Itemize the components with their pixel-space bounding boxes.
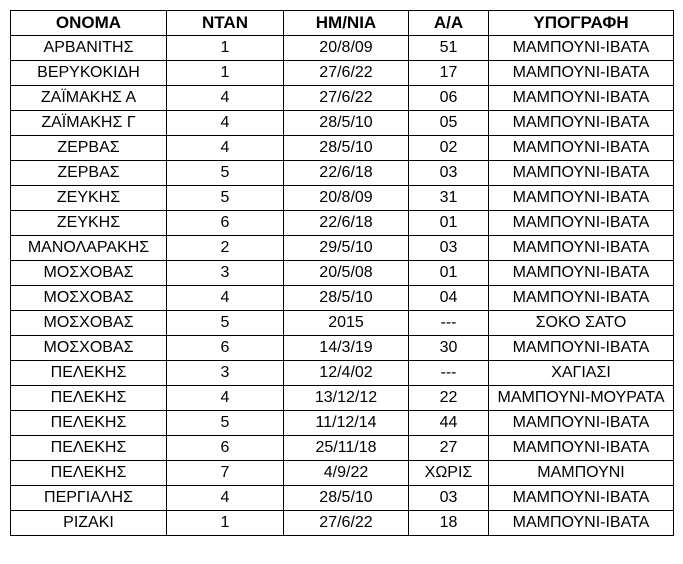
dan-cell: 4 [167, 386, 284, 411]
signature-cell: ΜΑΜΠΟΥΝΙ-ΙΒΑΤΑ [489, 486, 674, 511]
dan-cell: 3 [167, 261, 284, 286]
serial-cell: 03 [409, 236, 489, 261]
table-row [11, 211, 674, 236]
serial-cell: 51 [409, 36, 489, 61]
dan-cell: 7 [167, 461, 284, 486]
signature-cell: ΜΑΜΠΟΥΝΙ-ΙΒΑΤΑ [489, 286, 674, 311]
date-cell: 25/11/18 [284, 436, 409, 461]
signature-cell: ΜΑΜΠΟΥΝΙ-ΙΒΑΤΑ [489, 436, 674, 461]
date-cell: 27/6/22 [284, 61, 409, 86]
signature-cell: ΜΑΜΠΟΥΝΙ-ΙΒΑΤΑ [489, 411, 674, 436]
serial-cell: 30 [409, 336, 489, 361]
table-row [11, 386, 674, 411]
table-row [11, 511, 674, 536]
date-cell: 27/6/22 [284, 511, 409, 536]
dan-cell: 1 [167, 36, 284, 61]
name-cell: ΠΕΛΕΚΗΣ [11, 361, 167, 386]
date-cell: 20/8/09 [284, 186, 409, 211]
serial-cell: 06 [409, 86, 489, 111]
signature-cell: ΜΑΜΠΟΥΝΙ-ΙΒΑΤΑ [489, 36, 674, 61]
table-row [11, 361, 674, 386]
table-row [11, 311, 674, 336]
dan-cell: 1 [167, 61, 284, 86]
signature-cell: ΜΑΜΠΟΥΝΙ-ΙΒΑΤΑ [489, 161, 674, 186]
signature-cell: ΜΑΜΠΟΥΝΙ-ΙΒΑΤΑ [489, 261, 674, 286]
date-cell: 2015 [284, 311, 409, 336]
name-cell: ΖΕΥΚΗΣ [11, 211, 167, 236]
name-cell: ΜΟΣΧΟΒΑΣ [11, 336, 167, 361]
table-header [11, 11, 674, 36]
name-cell: ΑΡΒΑΝΙΤΗΣ [11, 36, 167, 61]
date-cell: 20/5/08 [284, 261, 409, 286]
name-cell: ΜΟΣΧΟΒΑΣ [11, 311, 167, 336]
serial-cell: --- [409, 361, 489, 386]
dan-cell: 5 [167, 161, 284, 186]
dan-cell: 1 [167, 511, 284, 536]
table-row [11, 486, 674, 511]
name-cell: ΒΕΡΥΚΟΚΙΔΗ [11, 61, 167, 86]
header-dan: ΝΤΑΝ [167, 11, 284, 36]
name-cell: ΖΕΡΒΑΣ [11, 161, 167, 186]
name-cell: ΠΕΛΕΚΗΣ [11, 461, 167, 486]
date-cell: 13/12/12 [284, 386, 409, 411]
name-cell: ΡΙΖΑΚΙ [11, 511, 167, 536]
date-cell: 28/5/10 [284, 136, 409, 161]
name-cell: ΠΕΛΕΚΗΣ [11, 386, 167, 411]
dan-cell: 4 [167, 286, 284, 311]
signature-cell: ΣΟΚΟ ΣΑΤΟ [489, 311, 674, 336]
serial-cell: 04 [409, 286, 489, 311]
dan-cell: 6 [167, 336, 284, 361]
serial-cell: 05 [409, 111, 489, 136]
name-cell: ΜΟΣΧΟΒΑΣ [11, 286, 167, 311]
date-cell: 22/6/18 [284, 161, 409, 186]
serial-cell: 03 [409, 486, 489, 511]
name-cell: ΜΑΝΟΛΑΡΑΚΗΣ [11, 236, 167, 261]
date-cell: 28/5/10 [284, 486, 409, 511]
serial-cell: 02 [409, 136, 489, 161]
date-cell: 28/5/10 [284, 286, 409, 311]
table-row [11, 36, 674, 61]
serial-cell: 31 [409, 186, 489, 211]
name-cell: ΠΕΡΓΙΑΛΗΣ [11, 486, 167, 511]
signature-cell: ΜΑΜΠΟΥΝΙ-ΙΒΑΤΑ [489, 511, 674, 536]
signature-cell: ΜΑΜΠΟΥΝΙ-ΙΒΑΤΑ [489, 236, 674, 261]
serial-cell: 03 [409, 161, 489, 186]
name-cell: ΖΕΡΒΑΣ [11, 136, 167, 161]
table-row [11, 86, 674, 111]
serial-cell: 44 [409, 411, 489, 436]
date-cell: 4/9/22 [284, 461, 409, 486]
dan-cell: 5 [167, 311, 284, 336]
serial-cell: 18 [409, 511, 489, 536]
date-cell: 29/5/10 [284, 236, 409, 261]
date-cell: 20/8/09 [284, 36, 409, 61]
serial-cell: 22 [409, 386, 489, 411]
serial-cell: 01 [409, 261, 489, 286]
table-row [11, 286, 674, 311]
date-cell: 12/4/02 [284, 361, 409, 386]
header-serial: Α/Α [409, 11, 489, 36]
table-row [11, 436, 674, 461]
table-row [11, 111, 674, 136]
header-name: ΟΝΟΜΑ [11, 11, 167, 36]
signature-cell: ΜΑΜΠΟΥΝΙ [489, 461, 674, 486]
signature-cell: ΜΑΜΠΟΥΝΙ-ΙΒΑΤΑ [489, 136, 674, 161]
dan-cell: 4 [167, 111, 284, 136]
header-signature: ΥΠΟΓΡΑΦΗ [489, 11, 674, 36]
dan-cell: 4 [167, 486, 284, 511]
signature-cell: ΜΑΜΠΟΥΝΙ-ΙΒΑΤΑ [489, 111, 674, 136]
serial-cell: ΧΩΡΙΣ [409, 461, 489, 486]
table-row [11, 161, 674, 186]
name-cell: ΖΕΥΚΗΣ [11, 186, 167, 211]
signature-cell: ΜΑΜΠΟΥΝΙ-ΙΒΑΤΑ [489, 186, 674, 211]
serial-cell: 17 [409, 61, 489, 86]
table-row [11, 186, 674, 211]
signature-cell: ΜΑΜΠΟΥΝΙ-ΙΒΑΤΑ [489, 61, 674, 86]
name-cell: ΠΕΛΕΚΗΣ [11, 411, 167, 436]
ranks-table [10, 10, 674, 536]
header-date: ΗΜ/ΝΙΑ [284, 11, 409, 36]
table-row [11, 236, 674, 261]
signature-cell: ΜΑΜΠΟΥΝΙ-ΜΟΥΡΑΤΑ [489, 386, 674, 411]
date-cell: 28/5/10 [284, 111, 409, 136]
signature-cell: ΜΑΜΠΟΥΝΙ-ΙΒΑΤΑ [489, 211, 674, 236]
table-row [11, 261, 674, 286]
dan-cell: 6 [167, 211, 284, 236]
dan-cell: 5 [167, 411, 284, 436]
name-cell: ΖΑΪΜΑΚΗΣ Α [11, 86, 167, 111]
header-row [11, 11, 674, 36]
table-body [11, 36, 674, 536]
dan-cell: 4 [167, 86, 284, 111]
name-cell: ΠΕΛΕΚΗΣ [11, 436, 167, 461]
signature-cell: ΜΑΜΠΟΥΝΙ-ΙΒΑΤΑ [489, 86, 674, 111]
date-cell: 14/3/19 [284, 336, 409, 361]
dan-cell: 5 [167, 186, 284, 211]
serial-cell: --- [409, 311, 489, 336]
dan-cell: 4 [167, 136, 284, 161]
dan-cell: 2 [167, 236, 284, 261]
dan-cell: 6 [167, 436, 284, 461]
signature-cell: ΜΑΜΠΟΥΝΙ-ΙΒΑΤΑ [489, 336, 674, 361]
name-cell: ΜΟΣΧΟΒΑΣ [11, 261, 167, 286]
table-row [11, 336, 674, 361]
table-row [11, 61, 674, 86]
dan-cell: 3 [167, 361, 284, 386]
table-row [11, 136, 674, 161]
table-row [11, 411, 674, 436]
date-cell: 27/6/22 [284, 86, 409, 111]
table-row [11, 461, 674, 486]
serial-cell: 01 [409, 211, 489, 236]
date-cell: 22/6/18 [284, 211, 409, 236]
serial-cell: 27 [409, 436, 489, 461]
signature-cell: ΧΑΓΙΑΣΙ [489, 361, 674, 386]
name-cell: ΖΑΪΜΑΚΗΣ Γ [11, 111, 167, 136]
date-cell: 11/12/14 [284, 411, 409, 436]
